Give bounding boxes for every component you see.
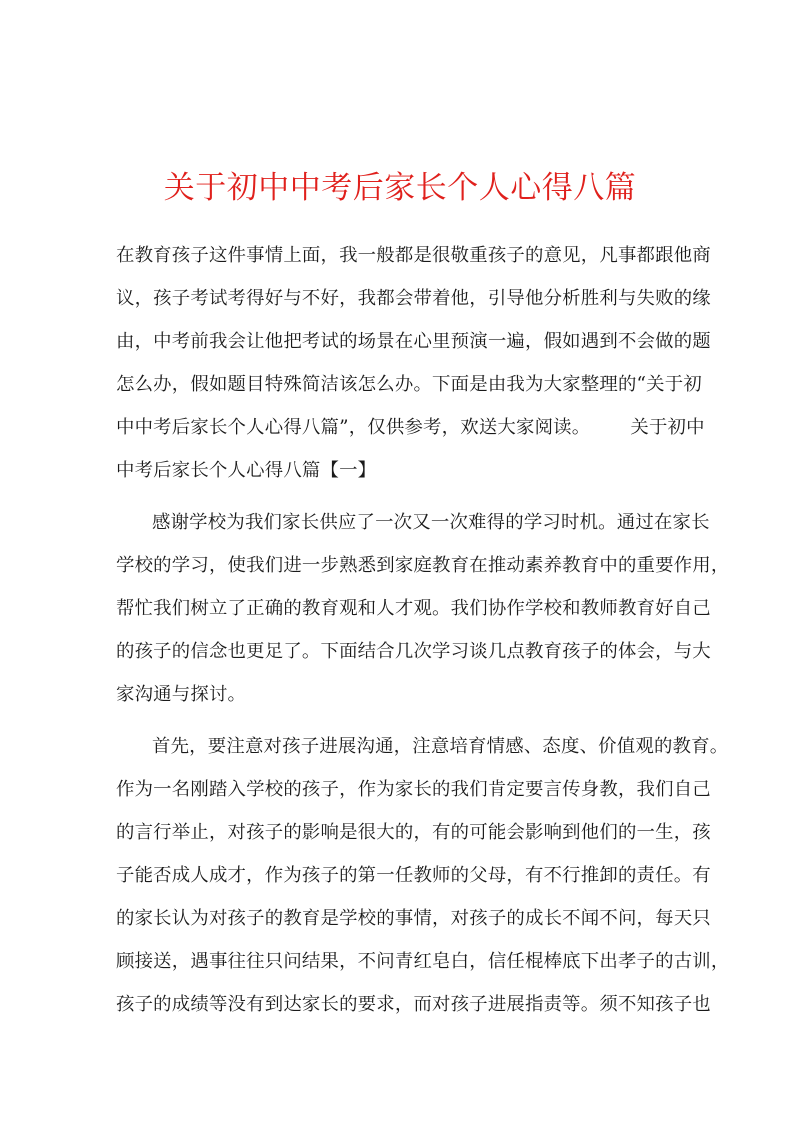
- text-line: 的孩子的信念也更足了。下面结合几次学习谈几点教育孩子的体会，与大: [116, 641, 711, 662]
- text-line: 孩子的成绩等没有到达家长的要求，而对孩子进展指责等。须不知孩子也: [116, 994, 711, 1015]
- text-line: 学校的学习，使我们进一步熟悉到家庭教育在推动素养教育中的重要作用，: [116, 555, 730, 576]
- section-heading-start: 关于初中: [630, 417, 705, 438]
- text-line: 首先，要注意对孩子进展沟通，注意培育情感、态度、价值观的教育。: [152, 736, 729, 757]
- body-paragraph-1: [116, 505, 730, 720]
- text-line: 顾接送，遇事往往只问结果，不问青红皂白，信任棍棒底下出孝子的古训，: [116, 951, 730, 972]
- text-line: 家沟通与探讨。: [116, 684, 247, 705]
- text-line: 的言行举止，对孩子的影响是很大的，有的可能会影响到他们的一生，孩: [116, 822, 711, 843]
- intro-text-end: 中中考后家长个人心得八篇”，仅供参考，欢送大家阅读。: [116, 417, 591, 438]
- section-heading: 中考后家长个人心得八篇【一】: [116, 460, 377, 481]
- body-paragraph-2: [116, 729, 730, 1030]
- text-line: 由，中考前我会让他把考试的场景在心里预演一遍，假如遇到不会做的题: [116, 331, 711, 352]
- text-line: 子能否成人成才，作为孩子的第一任教师的父母，有不行推卸的责任。有: [116, 865, 711, 886]
- text-line: 感谢学校为我们家长供应了一次又一次难得的学习时机。通过在家长: [152, 512, 710, 533]
- intro-paragraph: [116, 238, 711, 496]
- document-title: 关于初中中考后家长个人心得八篇: [163, 170, 637, 206]
- document-body: [116, 238, 730, 1030]
- text-line: 在教育孩子这件事情上面，我一般都是很敬重孩子的意见，凡事都跟他商: [116, 245, 711, 266]
- text-line: 作为一名刚踏入学校的孩子，作为家长的我们肯定要言传身教，我们自己: [116, 779, 711, 800]
- text-line: 怎么办，假如题目特殊简洁该怎么办。下面是由我为大家整理的“关于初: [116, 374, 702, 395]
- text-line: 议，孩子考试考得好与不好，我都会带着他，引导他分析胜利与失败的缘: [116, 288, 711, 309]
- text-line: [116, 410, 705, 453]
- text-line: 的家长认为对孩子的教育是学校的事情，对孩子的成长不闻不问，每天只: [116, 908, 711, 929]
- text-line: 帮忙我们树立了正确的教育观和人才观。我们协作学校和教师教育好自己: [116, 598, 711, 619]
